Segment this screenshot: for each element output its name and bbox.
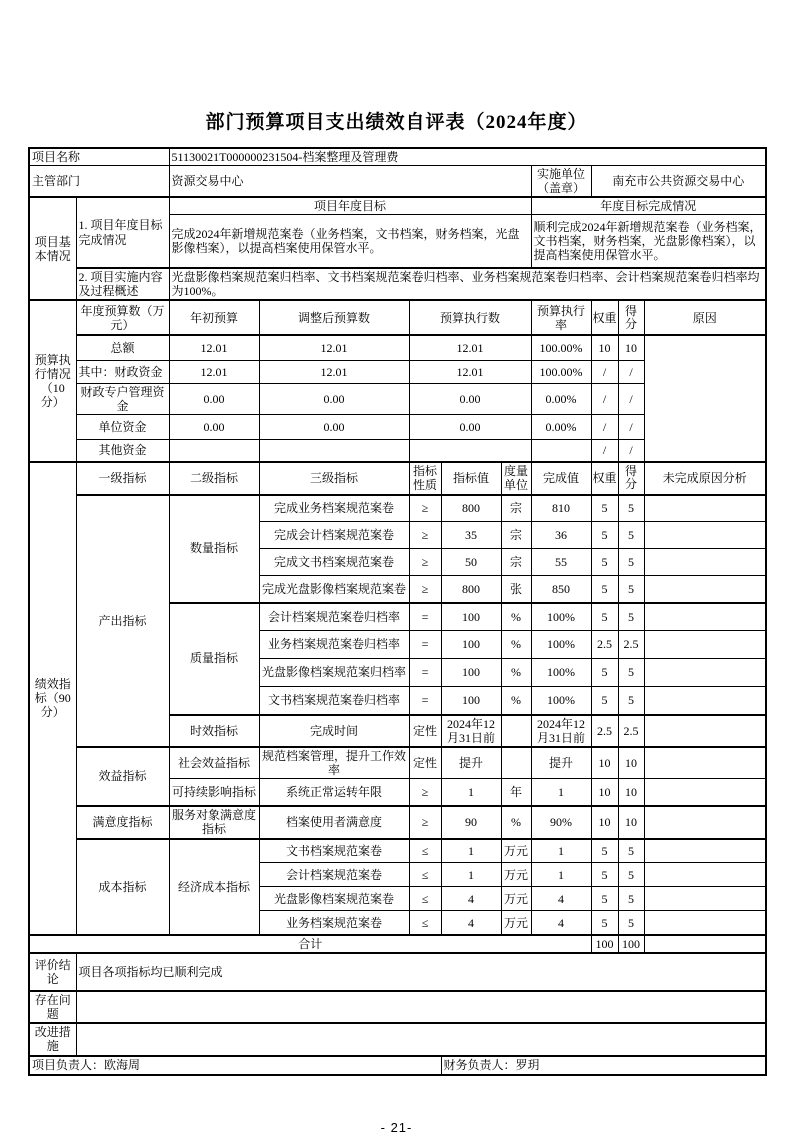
header-level1: 一级指标	[76, 462, 169, 495]
annual-goal-header: 项目年度目标	[169, 197, 531, 215]
indicator-target: 100	[441, 603, 501, 631]
goal-completion-text: 顺利完成2024年新增规范案卷（业务档案，文书档案，财务档案，光盘影像档案），以提高档案使用保管水平。	[531, 215, 766, 268]
indicator-reason-cell	[644, 522, 766, 549]
project-name-value: 51130021T000000231504-档案整理及管理费	[169, 148, 766, 166]
indicator-actual: 100%	[531, 687, 591, 715]
indicator-unit: %	[501, 659, 531, 687]
header-score-text: 得分	[625, 463, 638, 492]
indicator-reason-cell	[644, 839, 766, 863]
indicator-nature: ≥	[409, 576, 441, 603]
indicator-name: 完成光盘影像档案规范案卷	[259, 576, 409, 603]
indicator-weight: 2.5	[591, 631, 618, 659]
indicator-row	[29, 747, 766, 779]
indicator-nature: =	[409, 687, 441, 715]
budget-header-score-text: 得分	[625, 303, 638, 331]
project-manager-name: 欧海周	[104, 1058, 141, 1073]
indicator-nature: =	[409, 603, 441, 631]
project-manager-cell	[29, 1056, 441, 1075]
budget-executed: 12.01	[409, 360, 531, 383]
indicator-weight: 5	[591, 863, 618, 887]
indicator-unit: %	[501, 631, 531, 659]
indicator-name: 档案使用者满意度	[259, 806, 409, 839]
indicator-unit: 宗	[501, 495, 531, 522]
budget-executed: 0.00	[409, 415, 531, 440]
page-number: - 21-	[380, 1119, 413, 1135]
budget-header-executed: 预算执行数	[409, 300, 531, 335]
indicator-actual: 850	[531, 576, 591, 603]
budget-score: /	[618, 415, 644, 440]
item1-label: 1. 项目年度目标完成情况	[76, 197, 169, 268]
budget-row-label: 其他资金	[76, 440, 169, 462]
indicator-name: 业务档案规范案卷	[259, 911, 409, 935]
group-social-benefit: 社会效益指标	[169, 747, 259, 779]
problems-text	[76, 991, 766, 1023]
indicator-name: 文书档案规范案卷归档率	[259, 687, 409, 715]
indicator-unit: 万元	[501, 839, 531, 863]
indicator-name: 会计档案规范案卷	[259, 863, 409, 887]
budget-score: /	[618, 440, 644, 462]
budget-header-row	[29, 300, 766, 335]
indicator-name: 完成时间	[259, 715, 409, 747]
indicator-score: 5	[618, 687, 644, 715]
finance-manager-name: 罗玥	[515, 1058, 540, 1073]
group-sustainability: 可持续影响指标	[169, 779, 259, 806]
indicator-unit: 万元	[501, 911, 531, 935]
measures-text	[76, 1023, 766, 1055]
indicator-unit: %	[501, 603, 531, 631]
group-benefit: 效益指标	[76, 747, 169, 806]
header-level3: 三级指标	[259, 462, 409, 495]
budget-adjusted: 12.01	[259, 360, 409, 383]
indicator-reason-cell	[644, 631, 766, 659]
indicator-nature: ≥	[409, 495, 441, 522]
project-name-label: 项目名称	[29, 148, 169, 166]
budget-executed: 12.01	[409, 335, 531, 360]
indicator-actual: 提升	[531, 747, 591, 779]
budget-header-adjusted: 调整后预算数	[259, 300, 409, 335]
implementation-row	[29, 268, 766, 300]
budget-weight: /	[591, 383, 618, 414]
budget-initial: 12.01	[169, 335, 259, 360]
budget-row-label: 其中：财政资金	[76, 360, 169, 383]
page-title: 部门预算项目支出绩效自评表（2024年度）	[205, 112, 588, 133]
indicator-reason-cell	[644, 747, 766, 779]
group-quantity: 数量指标	[169, 495, 259, 603]
measures-label: 改进措施	[29, 1023, 76, 1055]
measures-row	[29, 1023, 766, 1055]
indicator-actual: 4	[531, 911, 591, 935]
indicator-reason-cell	[644, 779, 766, 806]
item2-label: 2. 项目实施内容及过程概述	[76, 268, 169, 300]
budget-initial: 0.00	[169, 383, 259, 414]
indicator-weight: 5	[591, 911, 618, 935]
indicator-weight: 5	[591, 687, 618, 715]
indicator-score: 5	[618, 495, 644, 522]
indicator-score: 2.5	[618, 715, 644, 747]
header-score	[618, 462, 644, 495]
evaluation-table	[28, 147, 767, 1076]
indicator-name: 完成会计档案规范案卷	[259, 522, 409, 549]
header-unit: 度量单位	[501, 462, 531, 495]
indicator-actual: 1	[531, 839, 591, 863]
department-label: 主管部门	[29, 165, 169, 197]
budget-row-label: 财政专户管理资金	[76, 383, 169, 414]
indicator-target: 100	[441, 631, 501, 659]
indicator-unit: 宗	[501, 522, 531, 549]
indicator-reason-cell	[644, 715, 766, 747]
header-reason: 未完成原因分析	[644, 462, 766, 495]
header-target: 指标值	[441, 462, 501, 495]
budget-adjusted: 0.00	[259, 415, 409, 440]
indicator-weight: 10	[591, 747, 618, 779]
indicator-actual: 55	[531, 549, 591, 576]
budget-adjusted: 0.00	[259, 383, 409, 414]
indicator-actual: 100%	[531, 631, 591, 659]
indicator-weight: 2.5	[591, 715, 618, 747]
indicator-target: 90	[441, 806, 501, 839]
indicator-actual: 36	[531, 522, 591, 549]
indicator-row	[29, 839, 766, 863]
indicator-nature: ≥	[409, 779, 441, 806]
indicator-weight: 10	[591, 806, 618, 839]
indicator-unit	[501, 747, 531, 779]
indicator-score: 10	[618, 747, 644, 779]
budget-header-score	[618, 300, 644, 335]
implementing-unit-value: 南充市公共资源交易中心	[591, 165, 766, 197]
indicator-reason-cell	[644, 495, 766, 522]
group-output: 产出指标	[76, 495, 169, 747]
budget-adjusted: 12.01	[259, 335, 409, 360]
indicator-target: 100	[441, 687, 501, 715]
total-score: 100	[618, 935, 644, 953]
budget-header-reason: 原因	[644, 300, 766, 335]
indicator-reason-cell	[644, 806, 766, 839]
indicator-nature: ≥	[409, 549, 441, 576]
indicator-score: 5	[618, 603, 644, 631]
annual-goal-text: 完成2024年新增规范案卷（业务档案，文书档案，财务档案，光盘影像档案），以提高档案使用保管水平。	[169, 215, 531, 268]
budget-rate	[531, 440, 591, 462]
indicator-actual: 4	[531, 887, 591, 911]
indicator-name: 会计档案规范案卷归档率	[259, 603, 409, 631]
implementing-unit-label: 实施单位（盖章）	[531, 165, 591, 197]
budget-initial: 0.00	[169, 415, 259, 440]
indicator-actual: 90%	[531, 806, 591, 839]
indicator-target: 35	[441, 522, 501, 549]
indicator-reason-cell	[644, 887, 766, 911]
item2-text: 光盘影像档案规范案归档率、文书档案规范案卷归档率、业务档案规范案卷归档率、会计档案规范案卷归档率均为100%。	[169, 268, 766, 300]
group-cost: 成本指标	[76, 839, 169, 935]
indicator-score: 5	[618, 911, 644, 935]
indicator-name: 文书档案规范案卷	[259, 839, 409, 863]
budget-rate: 100.00%	[531, 360, 591, 383]
budget-initial	[169, 440, 259, 462]
conclusion-text: 项目各项指标均已顺利完成	[76, 953, 766, 991]
indicator-nature: =	[409, 659, 441, 687]
indicator-nature: ≤	[409, 911, 441, 935]
indicator-score: 5	[618, 839, 644, 863]
budget-score: /	[618, 360, 644, 383]
budget-weight: /	[591, 360, 618, 383]
indicator-target: 50	[441, 549, 501, 576]
indicator-name: 光盘影像档案规范案归档率	[259, 659, 409, 687]
indicator-target: 1	[441, 779, 501, 806]
problems-row	[29, 991, 766, 1023]
group-economic-cost: 经济成本指标	[169, 839, 259, 935]
finance-manager-cell	[441, 1056, 766, 1075]
perf-section-label: 绩效指标（90分）	[29, 462, 76, 935]
indicator-score: 5	[618, 863, 644, 887]
indicator-target: 1	[441, 839, 501, 863]
indicator-name: 规范档案管理，提升工作效率	[259, 747, 409, 779]
indicator-reason-cell	[644, 659, 766, 687]
indicator-reason-cell	[644, 576, 766, 603]
indicator-nature: ≤	[409, 887, 441, 911]
indicator-name: 完成文书档案规范案卷	[259, 549, 409, 576]
group-quality: 质量指标	[169, 603, 259, 715]
budget-row-label: 总额	[76, 335, 169, 360]
indicator-nature: ≤	[409, 839, 441, 863]
header-level2: 二级指标	[169, 462, 259, 495]
indicator-score: 5	[618, 659, 644, 687]
indicator-target: 100	[441, 659, 501, 687]
conclusion-label: 评价结论	[29, 953, 76, 991]
budget-row-total	[29, 335, 766, 360]
total-weight: 100	[591, 935, 618, 953]
indicator-unit	[501, 715, 531, 747]
budget-header-initial: 年初预算	[169, 300, 259, 335]
conclusion-row	[29, 953, 766, 991]
project-manager-label: 项目负责人：	[32, 1058, 105, 1073]
goal-completion-header: 年度目标完成情况	[531, 197, 766, 215]
indicator-nature: ≥	[409, 806, 441, 839]
problems-label: 存在问题	[29, 991, 76, 1023]
indicator-actual: 100%	[531, 603, 591, 631]
indicator-row	[29, 806, 766, 839]
budget-score: /	[618, 383, 644, 414]
goal-header-row	[29, 197, 766, 215]
indicator-target: 1	[441, 863, 501, 887]
indicator-unit: %	[501, 687, 531, 715]
group-service-satisfaction: 服务对象满意度指标	[169, 806, 259, 839]
header-weight: 权重	[591, 462, 618, 495]
indicator-unit: 万元	[501, 863, 531, 887]
budget-adjusted	[259, 440, 409, 462]
indicator-nature: ≤	[409, 863, 441, 887]
indicator-actual: 100%	[531, 659, 591, 687]
indicator-score: 10	[618, 779, 644, 806]
budget-score: 10	[618, 335, 644, 360]
indicator-weight: 10	[591, 779, 618, 806]
project-name-row	[29, 148, 766, 166]
budget-reason-cell	[644, 335, 766, 461]
responsible-row	[29, 1056, 766, 1075]
finance-manager-label: 财务负责人：	[443, 1058, 516, 1073]
indicator-weight: 5	[591, 576, 618, 603]
group-timeliness: 时效指标	[169, 715, 259, 747]
indicator-reason-cell	[644, 911, 766, 935]
indicator-score: 5	[618, 549, 644, 576]
indicator-actual: 1	[531, 863, 591, 887]
indicator-target: 2024年12月31日前	[441, 715, 501, 747]
header-nature: 指标性质	[409, 462, 441, 495]
indicator-header-row	[29, 462, 766, 495]
basic-section-label: 项目基本情况	[29, 197, 76, 300]
indicator-unit: %	[501, 806, 531, 839]
budget-rate: 0.00%	[531, 415, 591, 440]
budget-rate: 100.00%	[531, 335, 591, 360]
group-satisfaction: 满意度指标	[76, 806, 169, 839]
indicator-actual: 2024年12月31日前	[531, 715, 591, 747]
indicator-nature: ≥	[409, 522, 441, 549]
indicator-reason-cell	[644, 549, 766, 576]
indicator-target: 4	[441, 887, 501, 911]
department-row	[29, 165, 766, 197]
indicator-name: 光盘影像档案规范案卷	[259, 887, 409, 911]
indicator-reason-cell	[644, 603, 766, 631]
budget-header-rate: 预算执行率	[531, 300, 591, 335]
budget-executed	[409, 440, 531, 462]
indicator-weight: 5	[591, 659, 618, 687]
total-row	[29, 935, 766, 953]
indicator-weight: 5	[591, 522, 618, 549]
indicator-unit: 万元	[501, 887, 531, 911]
budget-weight: 10	[591, 335, 618, 360]
indicator-target: 800	[441, 495, 501, 522]
indicator-unit: 宗	[501, 549, 531, 576]
indicator-nature: 定性	[409, 747, 441, 779]
budget-executed: 0.00	[409, 383, 531, 414]
department-value: 资源交易中心	[169, 165, 531, 197]
header-actual: 完成值	[531, 462, 591, 495]
indicator-unit: 年	[501, 779, 531, 806]
indicator-weight: 5	[591, 549, 618, 576]
budget-header-amount: 年度预算数（万元）	[76, 300, 169, 335]
indicator-name: 系统正常运转年限	[259, 779, 409, 806]
indicator-weight: 5	[591, 839, 618, 863]
budget-initial: 12.01	[169, 360, 259, 383]
indicator-name: 完成业务档案规范案卷	[259, 495, 409, 522]
budget-rate: 0.00%	[531, 383, 591, 414]
budget-row-label: 单位资金	[76, 415, 169, 440]
budget-weight: /	[591, 415, 618, 440]
indicator-actual: 810	[531, 495, 591, 522]
indicator-name: 业务档案规范案卷归档率	[259, 631, 409, 659]
indicator-target: 提升	[441, 747, 501, 779]
indicator-score: 10	[618, 806, 644, 839]
total-label: 合计	[29, 935, 591, 953]
budget-header-weight: 权重	[591, 300, 618, 335]
indicator-score: 5	[618, 576, 644, 603]
indicator-actual: 1	[531, 779, 591, 806]
indicator-reason-cell	[644, 687, 766, 715]
budget-weight: /	[591, 440, 618, 462]
indicator-target: 800	[441, 576, 501, 603]
indicator-target: 4	[441, 911, 501, 935]
indicator-score: 5	[618, 522, 644, 549]
indicator-weight: 5	[591, 887, 618, 911]
total-reason-cell	[644, 935, 766, 953]
indicator-reason-cell	[644, 863, 766, 887]
indicator-weight: 5	[591, 495, 618, 522]
indicator-weight: 5	[591, 603, 618, 631]
indicator-nature: 定性	[409, 715, 441, 747]
indicator-nature: =	[409, 631, 441, 659]
indicator-score: 2.5	[618, 631, 644, 659]
budget-section-label: 预算执行情况（10分）	[29, 300, 76, 461]
indicator-score: 5	[618, 887, 644, 911]
indicator-row	[29, 495, 766, 522]
indicator-unit: 张	[501, 576, 531, 603]
